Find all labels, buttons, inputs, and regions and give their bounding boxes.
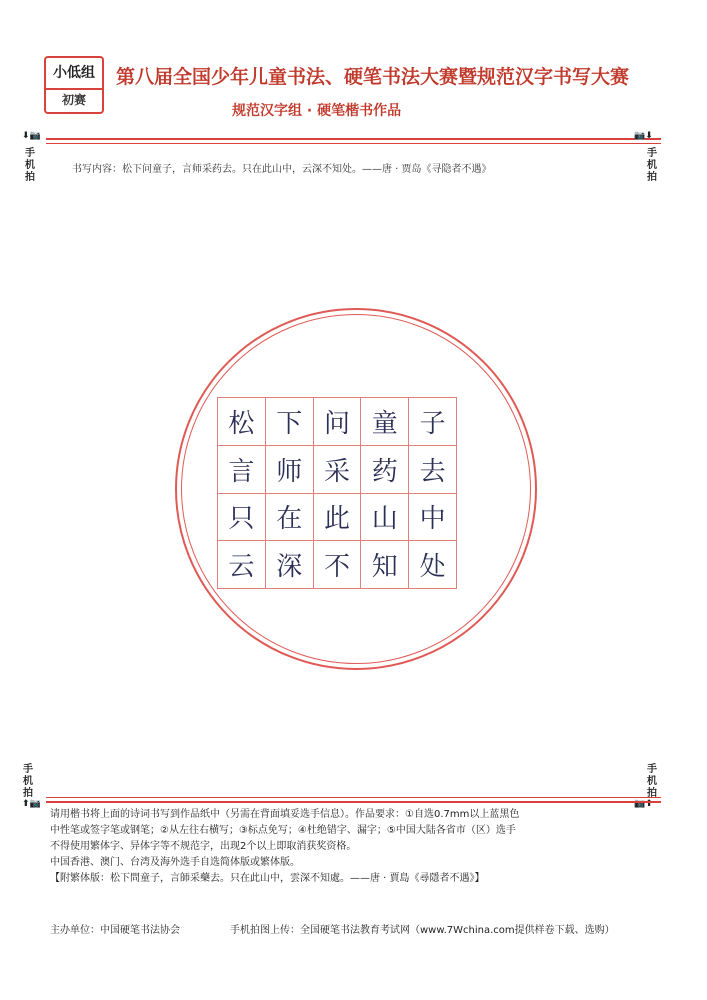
grid-cell: 言 bbox=[218, 446, 265, 493]
instruction-line: 中国香港、澳门、台湾及海外选手自选简体版或繁体版。 bbox=[50, 857, 300, 868]
organizer-text: 主办单位：中国硬笔书法协会 bbox=[50, 925, 180, 936]
bottom-rule bbox=[46, 801, 661, 803]
grid-cell: 采 bbox=[314, 446, 361, 493]
grid-cell: 只 bbox=[218, 494, 265, 541]
phone-photo-label-top-right: 手机拍 bbox=[647, 148, 657, 183]
grid-cell: 下 bbox=[266, 398, 313, 445]
instruction-line: 【附繁体版：松下問童子，言師采藥去。只在此山中，雲深不知處。——唐 · 賈島《尋隱者不遇》】 bbox=[50, 873, 485, 884]
grid-cell: 此 bbox=[314, 494, 361, 541]
camera-marker-bottom-left: ⬆📷 bbox=[22, 799, 41, 809]
grid-cell: 不 bbox=[314, 541, 361, 588]
grid-cell: 在 bbox=[266, 494, 313, 541]
badge-group-label: 小低组 bbox=[46, 58, 102, 90]
writing-content: 书写内容：松下问童子，言师采药去。只在此山中，云深不知处。——唐 · 贾岛《寻隐者不遇》 bbox=[72, 164, 492, 175]
grid-cell: 童 bbox=[361, 398, 408, 445]
grid-cell: 中 bbox=[409, 494, 456, 541]
phone-photo-label-top-left: 手机拍 bbox=[25, 148, 35, 183]
camera-marker-bottom-right: 📷⬆ bbox=[634, 799, 653, 809]
grid-cell: 处 bbox=[409, 541, 456, 588]
grid-cell: 师 bbox=[266, 446, 313, 493]
grid-cell: 子 bbox=[409, 398, 456, 445]
top-rule bbox=[46, 138, 661, 140]
upload-text: 手机拍图上传：全国硬笔书法教育考试网（www.7Wchina.com提供样卷下载、选购） bbox=[230, 925, 615, 936]
grid-cell: 问 bbox=[314, 398, 361, 445]
camera-marker-top-right: 📷⬇ bbox=[634, 131, 653, 141]
character-grid bbox=[217, 397, 457, 589]
grid-cell: 知 bbox=[361, 541, 408, 588]
contest-title: 第八届全国少年儿童书法、硬笔书法大赛暨规范汉字书写大赛 bbox=[116, 66, 630, 88]
grid-cell: 松 bbox=[218, 398, 265, 445]
phone-photo-label-bottom-right: 手机拍 bbox=[647, 764, 657, 799]
grid-cell: 去 bbox=[409, 446, 456, 493]
grid-cell: 深 bbox=[266, 541, 313, 588]
group-badge bbox=[44, 56, 104, 114]
grid-cell: 山 bbox=[361, 494, 408, 541]
camera-marker-top-left: ⬇📷 bbox=[22, 131, 41, 141]
grid-cell: 云 bbox=[218, 541, 265, 588]
top-rule-thin bbox=[46, 143, 661, 144]
instruction-line: 请用楷书将上面的诗词书写到作品纸中（另需在背面填妥选手信息）。作品要求：①自选0.7mm以上蓝黑色 bbox=[50, 809, 520, 820]
bottom-rule-thin bbox=[46, 797, 661, 798]
badge-round-label: 初赛 bbox=[61, 93, 86, 107]
contest-subtitle: 规范汉字组 · 硬笔楷书作品 bbox=[232, 103, 402, 119]
grid-cell: 药 bbox=[361, 446, 408, 493]
instructions bbox=[50, 807, 670, 887]
phone-photo-label-bottom-left: 手机拍 bbox=[23, 764, 33, 799]
instruction-line: 不得使用繁体字、异体字等不规范字，出现2个以上即取消获奖资格。 bbox=[50, 841, 357, 852]
instruction-line: 中性笔或签字笔或钢笔；②从左往右横写；③标点免写；④杜绝错字、漏字；⑤中国大陆各省市（区）选手 bbox=[50, 825, 516, 836]
